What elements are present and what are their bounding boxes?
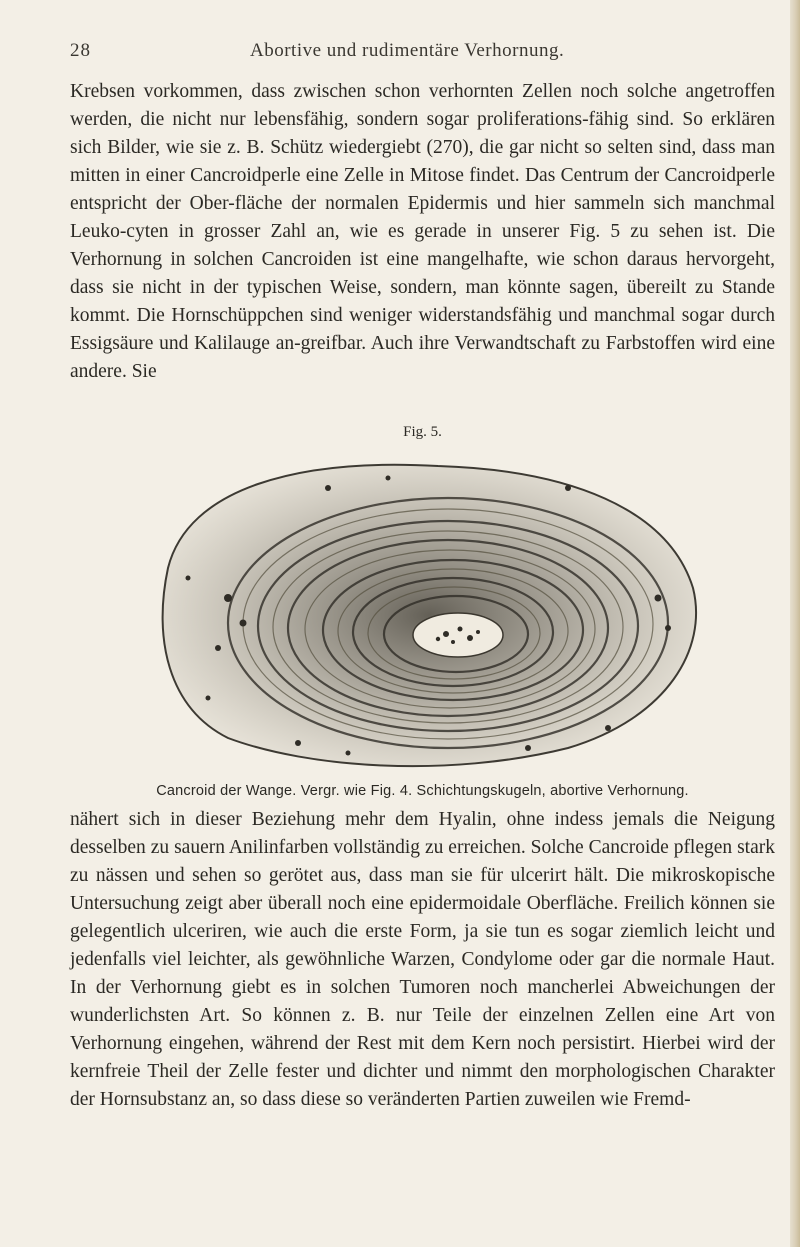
- paragraph-top: Krebsen vorkommen, dass zwischen schon verhornten Zellen noch solche angetroffen werden, die nicht nur lebensfähig, sondern sogar proliferations-fähig sind. So erklären sich Bilder, wie sie z. B. Schütz wiedergiebt (270), die gar nicht so selten sind, dass man mitten in einer Cancroidperle eine Zelle in Mitose findet. Das Centrum der Cancroidperle entspricht der Ober-fläche der normalen Epidermis und hier sammeln sich manchmal Leuko-cyten in grosser Zahl an, wie es gerade in unserer Fig. 5 zu sehen ist. Die Verhornung in solchen Cancroiden ist eine mangelhafte, wie schon daraus hervorgeht, dass sie nicht in der typischen Weise, sondern, man könnte sagen, übereilt zu Stande kommt. Die Hornschüppchen sind weniger widerstandsfähig und manchmal sogar durch Essigsäure und Kalilauge an-greifbar. Auch ihre Verwandtschaft zu Farbstoffen wird eine andere. Sie: [70, 81, 775, 382]
- running-title: Abortive und rudimentäre Verhornung.: [250, 40, 565, 61]
- figure-label: Fig. 5.: [403, 424, 442, 440]
- paragraph-bottom: nähert sich in dieser Beziehung mehr dem Hyalin, ohne indess jemals die Neigung desselben zu sauern Anilinfarben vollständig zu erreichen. Solche Cancroide pflegen stark zu nässen und sehen so gerötet aus, dass man sie für ulcerirt hält. Die mikroskopische Untersuchung zeigt aber überall noch eine epidermoidale Oberfläche. Freilich können sie gelegentlich ulceriren, wie auch die erste Form, ja sie tun es sogar ziemlich leicht und jedenfalls viel leichter, als gewöhnliche Warzen, Condylome oder gar die normale Haut. In der Verhornung giebt es in solchen Tumoren noch mancherlei Abweichungen der wunderlichsten Art. So können z. B. nur Teile der einzelnen Zellen eine Art von Verhornung eingehen, während der Rest mit dem Kern noch persistirt. Hierbei wird der kernfreie Theil der Zelle fester und dichter und nimmt den morphologischen Charakter der Hornsubstanz an, so dass diese so veränderten Partien zuweilen wie Fremd-: [70, 809, 775, 1110]
- figure-caption: Cancroid der Wange. Vergr. wie Fig. 4. Schichtungskugeln, abortive Verhornung.: [156, 783, 689, 799]
- page-number: 28: [70, 40, 91, 61]
- page-edge: [790, 0, 800, 1247]
- histology-drawing: [148, 448, 708, 778]
- figure-illustration: [148, 448, 708, 778]
- running-header: [70, 40, 775, 66]
